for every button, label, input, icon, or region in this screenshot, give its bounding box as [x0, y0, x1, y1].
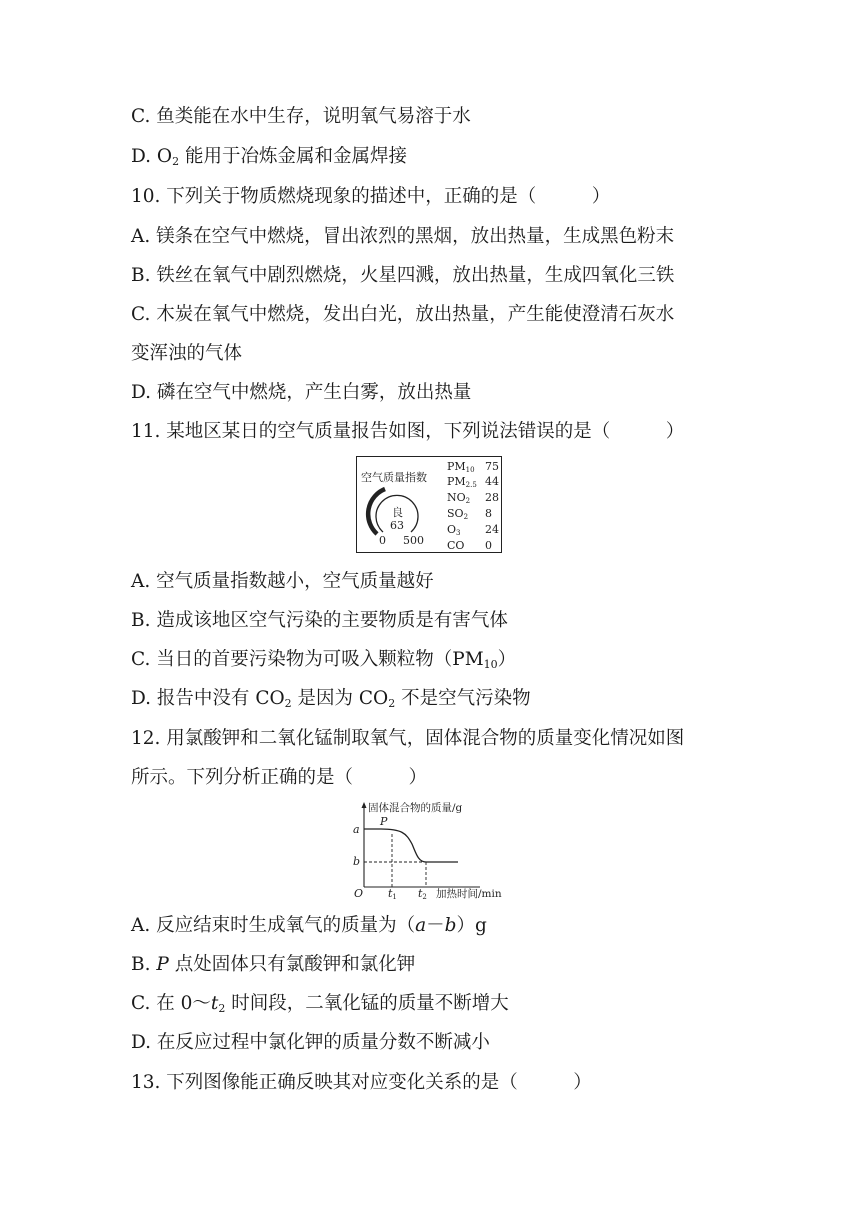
aqi-value: 63 [390, 519, 404, 532]
pollutant-row [447, 475, 499, 490]
q12-option-d: D. 在反应过程中氯化钾的质量分数不断减小 [131, 1032, 490, 1053]
p-label: P [380, 815, 388, 828]
pollutant-row [447, 523, 499, 538]
pollutant-value: 24 [485, 523, 499, 536]
q11-c-text-1: C. 当日的首要污染物为可吸入颗粒物（PM [131, 649, 484, 670]
q9-d-text-2: 能用于冶炼金属和金属焊接 [179, 146, 407, 167]
pollutant-row [447, 491, 499, 506]
b-label: b [353, 855, 361, 868]
q12-a-var-a: a [415, 915, 427, 936]
pollutant-row [447, 460, 499, 475]
aqi-title: 空气质量指数 [361, 471, 427, 484]
q9-d-sub: 2 [172, 155, 180, 168]
y-axis-arrow [362, 802, 367, 808]
aqi-level: 良 [392, 506, 403, 519]
q12-option-b [131, 953, 415, 977]
q12-b-text-1: B. [131, 954, 157, 975]
q11-c-text-2: ） [497, 649, 517, 670]
q12-b-text-2: 点处固体只有氯酸钾和氯化钾 [168, 954, 416, 975]
q10-option-d: D. 磷在空气中燃烧，产生白雾，放出热量 [131, 382, 472, 403]
q9-option-c: C. 鱼类能在水中生存，说明氧气易溶于水 [131, 106, 471, 127]
mass-curve [364, 829, 458, 862]
q10-option-a: A. 镁条在空气中燃烧，冒出浓烈的黑烟，放出热量，生成黑色粉末 [131, 226, 675, 247]
q11-d-text-1: D. 报告中没有 CO [131, 688, 285, 709]
pollutant-name: $NO_2$ [447, 491, 471, 505]
q12-option-c [131, 992, 509, 1016]
q12-c-text-2: 时间段，二氧化锰的质量不断增大 [225, 993, 509, 1014]
q11-c-sub: 10 [483, 658, 498, 671]
q13-stem: 13. 下列图像能正确反映其对应变化关系的是（ ） [131, 1072, 592, 1093]
q12-a-var-b: b [444, 915, 457, 936]
q12-c-sub: 2 [218, 1002, 226, 1015]
x-axis-label: 加热时间/min [436, 888, 502, 900]
q11-option-a: A. 空气质量指数越小，空气质量越好 [131, 571, 434, 592]
pollutant-row [447, 539, 499, 554]
t2-label: t2 [418, 887, 427, 901]
q12-stem-line1: 12. 用氯酸钾和二氧化锰制取氧气，固体混合物的质量变化情况如图 [131, 728, 685, 749]
q12-b-var-p: P [156, 954, 169, 975]
q12-c-var-t: t [210, 993, 219, 1014]
q12-a-text-1: A. 反应结束时生成氧气的质量为（ [131, 915, 416, 936]
a-label: a [353, 823, 360, 836]
pollutant-value: 8 [485, 507, 492, 520]
pollutant-name: $PM_{10}$ [447, 460, 475, 474]
y-axis-label: 固体混合物的质量/g [368, 802, 463, 814]
pollutant-name: CO [447, 539, 465, 552]
q12-a-minus: － [426, 915, 445, 936]
air-quality-figure [356, 456, 502, 553]
t1-label: t1 [388, 887, 397, 901]
q9-d-text-1: D. O [131, 146, 173, 167]
pollutant-name: $O_3$ [447, 523, 461, 537]
pollutant-row [447, 507, 499, 522]
q11-d-text-2: 是因为 CO [291, 688, 389, 709]
q12-a-text-2: ）g [456, 915, 487, 936]
q9-option-d [131, 145, 407, 169]
q12-stem-line2: 所示。下列分析正确的是（ ） [131, 767, 428, 788]
aqi-scale-max: 500 [403, 534, 424, 547]
aqi-scale-min: 0 [379, 534, 386, 547]
q10-option-b: B. 铁丝在氧气中剧烈燃烧，火星四溅，放出热量，生成四氧化三铁 [131, 265, 675, 286]
origin-label: O [354, 887, 364, 900]
q12-option-a [131, 914, 487, 938]
q11-d-sub-2: 2 [388, 697, 396, 710]
pollutant-name: $PM_{2.5}$ [447, 475, 477, 489]
q10-option-c-line2: 变浑浊的气体 [131, 343, 243, 364]
q10-option-c-line1: C. 木炭在氧气中燃烧，发出白光，放出热量，产生能使澄清石灰水 [131, 304, 675, 325]
pollutant-value: 44 [485, 475, 499, 488]
pollutant-value: 28 [485, 491, 499, 504]
q11-stem: 11. 某地区某日的空气质量报告如图，下列说法错误的是（ ） [131, 421, 685, 442]
pollutant-value: 0 [485, 539, 492, 552]
pollutant-value: 75 [485, 460, 499, 473]
q11-d-sub-1: 2 [284, 697, 292, 710]
pollutant-name: $SO_2$ [447, 507, 469, 521]
mass-change-graph [340, 799, 520, 903]
q11-option-d [131, 687, 531, 711]
q10-stem: 10. 下列关于物质燃烧现象的描述中，正确的是（ ） [131, 186, 611, 207]
q11-option-b: B. 造成该地区空气污染的主要物质是有害气体 [131, 610, 508, 631]
q12-c-text-1: C. 在 0～ [131, 993, 211, 1014]
q11-d-text-3: 不是空气污染物 [395, 688, 531, 709]
q11-option-c [131, 648, 516, 672]
